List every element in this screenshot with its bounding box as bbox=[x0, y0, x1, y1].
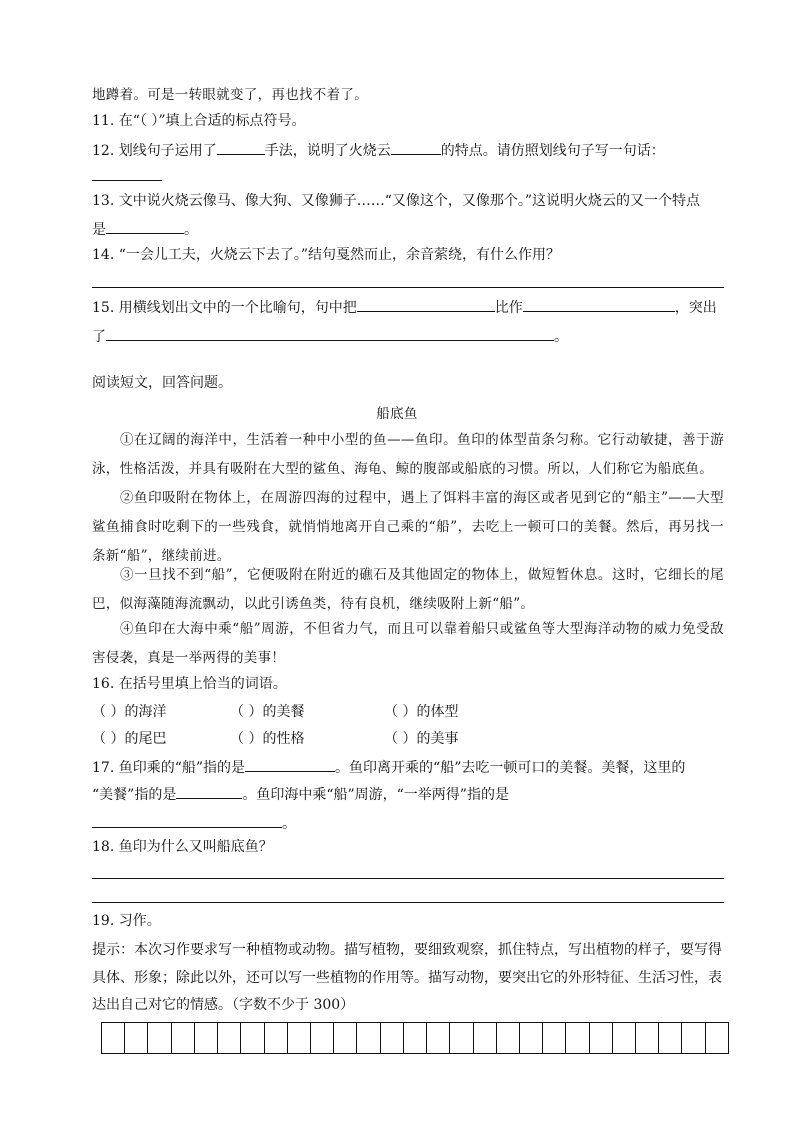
grid-cell[interactable] bbox=[334, 1023, 357, 1053]
paragraph-2: ②鱼印吸附在物体上，在周游四海的过程中，遇上了饵料丰富的海区或者见到它的“船主”——大型鲨鱼捕食时吃剩下的一些残食，就悄悄地离开自己乘的“船”，去吃上一顿可口的美餐。然后，再另找一条新“船”，继续前进。 bbox=[92, 490, 724, 564]
tips-line-3: 达出自己对它的情感。（字数不少于 300） bbox=[92, 997, 355, 1013]
q17-text-a: 17. 鱼印乘的“船”指的是 bbox=[92, 760, 246, 776]
grid-cell[interactable] bbox=[706, 1023, 728, 1053]
grid-cell[interactable] bbox=[613, 1023, 636, 1053]
q17-text-c: “美餐”指的是 bbox=[92, 787, 177, 803]
question-13: 13. 文中说火烧云像马、像大狗、又像狮子……“又像这个，又像那个。”这说明火烧云的又一个特点 bbox=[92, 193, 701, 209]
grid-cell[interactable] bbox=[288, 1023, 311, 1053]
grid-cell[interactable] bbox=[590, 1023, 613, 1053]
q15-blank-2[interactable] bbox=[523, 297, 675, 312]
grid-cell[interactable] bbox=[543, 1023, 566, 1053]
grid-cell[interactable] bbox=[357, 1023, 380, 1053]
q18-answer-line-2[interactable] bbox=[92, 902, 724, 903]
q16-item-3[interactable]: （ ）的体型 bbox=[384, 704, 459, 720]
reading-intro: 阅读短文，回答问题。 bbox=[92, 375, 232, 391]
q14-answer-line[interactable] bbox=[92, 287, 724, 288]
q17-text-d: 。鱼印海中乘“船”周游，“一举两得”指的是 bbox=[242, 787, 509, 803]
tips-line-2: 具体、形象；除此以外，还可以写一些植物的作用等。描写动物，要突出它的外形特征、生活习性，表 bbox=[92, 970, 722, 986]
question-18: 18. 鱼印为什么又叫船底鱼？ bbox=[92, 839, 273, 855]
question-13-cont bbox=[92, 219, 198, 239]
q17-text-b: 。鱼印离开乘的“船”去吃一顿可口的美餐。美餐，这里的 bbox=[335, 760, 686, 776]
paragraph-1: ①在辽阔的海洋中，生活着一种中小型的鱼——鱼印。鱼印的体型苗条匀称。它行动敏捷，善于游泳，性格活泼，并具有吸附在大型的鲨鱼、海龟、鲸的腹部或船底的习惯。所以，人们称它为船底鱼。 bbox=[92, 432, 724, 477]
grid-cell[interactable] bbox=[497, 1023, 520, 1053]
q15-blank-3[interactable] bbox=[106, 326, 554, 341]
q17-blank-3[interactable] bbox=[92, 813, 282, 828]
question-17-cont2 bbox=[92, 813, 296, 833]
q16-item-6[interactable]: （ ）的美事 bbox=[384, 731, 459, 747]
q12-answer-line[interactable] bbox=[92, 180, 162, 181]
grid-cell[interactable] bbox=[125, 1023, 148, 1053]
grid-cell[interactable] bbox=[218, 1023, 241, 1053]
grid-cell[interactable] bbox=[404, 1023, 427, 1053]
writing-grid[interactable] bbox=[101, 1022, 729, 1054]
q15-text-b: 比作 bbox=[494, 300, 523, 316]
q12-blank-1[interactable] bbox=[217, 140, 265, 155]
grid-cell[interactable] bbox=[659, 1023, 682, 1053]
q17-blank-1[interactable] bbox=[245, 757, 335, 772]
question-11: 11. 在“（ ）”填上合适的标点符号。 bbox=[92, 113, 306, 129]
q15-blank-1[interactable] bbox=[357, 297, 495, 312]
question-17 bbox=[92, 757, 685, 777]
question-16: 16. 在括号里填上恰当的词语。 bbox=[92, 676, 287, 692]
grid-cell[interactable] bbox=[195, 1023, 218, 1053]
q17-blank-2[interactable] bbox=[176, 784, 242, 799]
q13-blank[interactable] bbox=[106, 219, 184, 234]
q12-text-b: 手法，说明了火烧云 bbox=[264, 143, 391, 159]
question-17-cont bbox=[92, 784, 509, 804]
question-15-cont bbox=[92, 326, 568, 346]
grid-cell[interactable] bbox=[566, 1023, 589, 1053]
q16-row-2 bbox=[92, 730, 724, 748]
q17-text-e: 。 bbox=[282, 816, 296, 832]
paragraph-4: ④鱼印在大海中乘“船”周游，不但省力气，而且可以靠着船只或鲨鱼等大型海洋动物的威力免受敌害侵袭，真是一举两得的美事！ bbox=[92, 621, 724, 666]
question-19: 19. 习作。 bbox=[92, 913, 161, 929]
grid-cell[interactable] bbox=[636, 1023, 659, 1053]
question-12 bbox=[92, 140, 665, 160]
q15-text-d: 了 bbox=[92, 329, 106, 345]
q18-answer-line-1[interactable] bbox=[92, 878, 724, 879]
passage-fragment: 地蹲着。可是一转眼就变了，再也找不着了。 bbox=[92, 87, 368, 103]
question-14: 14. “一会儿工夫，火烧云下去了。”结句戛然而止，余音萦绕，有什么作用？ bbox=[92, 247, 561, 263]
q15-text-c: ，突出 bbox=[674, 300, 717, 316]
q12-blank-2[interactable] bbox=[391, 140, 441, 155]
grid-cell[interactable] bbox=[474, 1023, 497, 1053]
q16-item-4[interactable]: （ ）的尾巴 bbox=[92, 731, 167, 747]
grid-cell[interactable] bbox=[450, 1023, 473, 1053]
question-15 bbox=[92, 297, 717, 317]
paragraph-3: ③一旦找不到“船”，它便吸附在附近的礁石及其他固定的物体上，做短暂休息。这时，它细长的尾巴，似海藻随海流飘动，以此引诱鱼类，待有良机，继续吸附上新“船”。 bbox=[92, 567, 724, 612]
grid-cell[interactable] bbox=[427, 1023, 450, 1053]
grid-cell[interactable] bbox=[520, 1023, 543, 1053]
q15-text-e: 。 bbox=[554, 329, 568, 345]
q16-item-2[interactable]: （ ）的美餐 bbox=[230, 704, 305, 720]
q16-row-1 bbox=[92, 703, 724, 721]
q16-item-5[interactable]: （ ）的性格 bbox=[230, 731, 305, 747]
q12-text-c: 的特点。请仿照划线句子写一句话： bbox=[440, 143, 665, 159]
grid-cell[interactable] bbox=[682, 1023, 705, 1053]
grid-cell[interactable] bbox=[102, 1023, 125, 1053]
grid-cell[interactable] bbox=[381, 1023, 404, 1053]
q13-text-b: 。 bbox=[184, 222, 198, 238]
tips-line-1: 提示：本次习作要求写一种植物或动物。描写植物，要细致观察，抓住特点，写出植物的样子，要写得 bbox=[92, 942, 722, 958]
q12-text-a: 12. 划线句子运用了 bbox=[92, 143, 217, 159]
q15-text-a: 15. 用横线划出文中的一个比喻句，句中把 bbox=[92, 300, 357, 316]
grid-cell[interactable] bbox=[265, 1023, 288, 1053]
passage-title: 船底鱼 bbox=[376, 406, 418, 422]
grid-cell[interactable] bbox=[311, 1023, 334, 1053]
q13-text-a: 是 bbox=[92, 222, 106, 238]
grid-cell[interactable] bbox=[241, 1023, 264, 1053]
q16-item-1[interactable]: （ ）的海洋 bbox=[92, 704, 167, 720]
grid-cell[interactable] bbox=[172, 1023, 195, 1053]
grid-cell[interactable] bbox=[148, 1023, 171, 1053]
